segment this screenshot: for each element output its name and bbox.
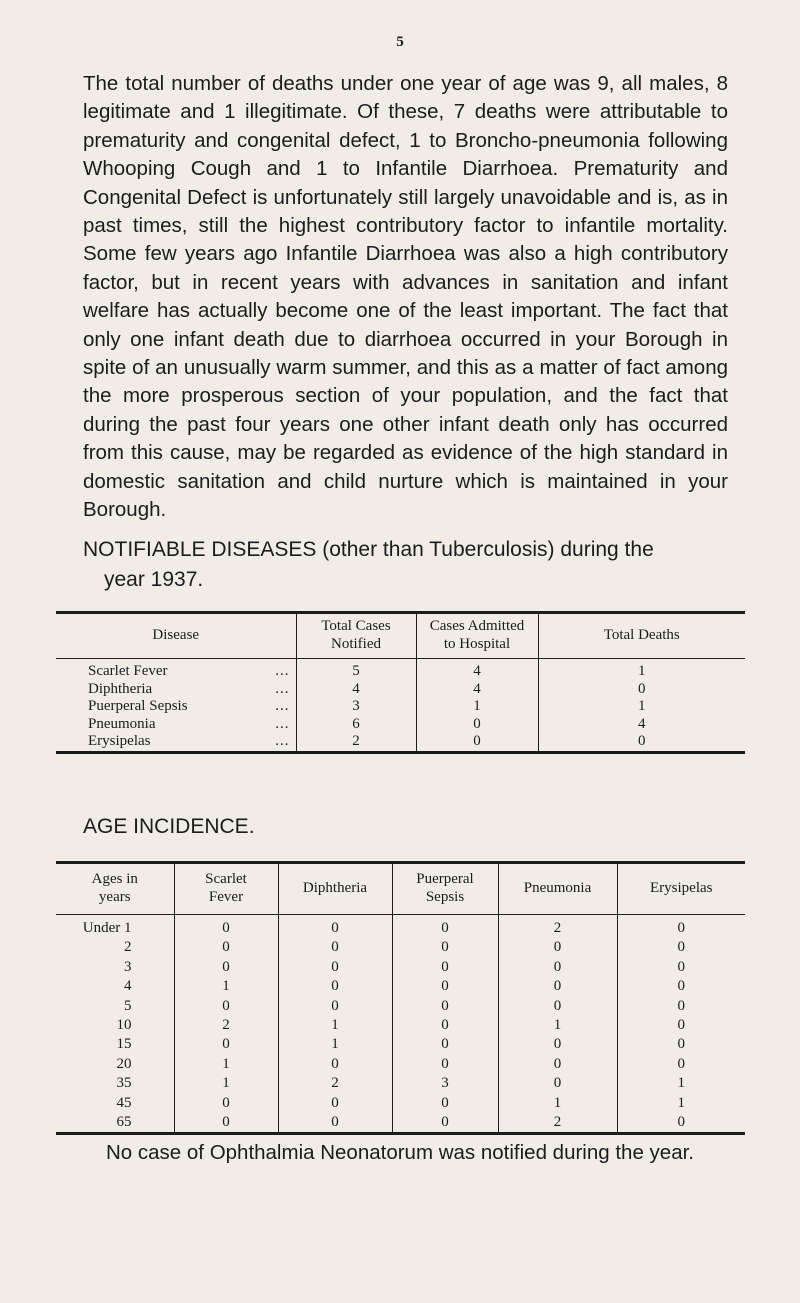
cell-erysipelas: 0 <box>617 997 745 1016</box>
header-total-deaths: Total Deaths <box>538 613 745 659</box>
table-row <box>56 1074 745 1093</box>
cell-age: Under 1 <box>82 920 132 936</box>
table-row <box>56 659 745 681</box>
cell-scarlet-fever: 0 <box>174 915 278 939</box>
table-row <box>56 1055 745 1074</box>
cell-puerperal-sepsis: 3 <box>392 1074 498 1093</box>
cell-age: 15 <box>116 1036 132 1053</box>
cell-puerperal-sepsis: 0 <box>392 1035 498 1054</box>
cell-age: 2 <box>124 939 132 956</box>
cell-notified <box>296 716 416 734</box>
table-header-row <box>56 613 745 659</box>
cell-age: 65 <box>116 1114 132 1131</box>
cell-scarlet-fever: 0 <box>174 1113 278 1134</box>
cell-pneumonia: 0 <box>498 977 617 996</box>
cell-diphtheria: 0 <box>278 1055 392 1074</box>
cell-age: 5 <box>124 997 132 1014</box>
table-row <box>56 1113 745 1134</box>
cell-pneumonia: 0 <box>498 1055 617 1074</box>
cell-age: 20 <box>116 1055 132 1072</box>
header-erysipelas: Erysipelas <box>617 863 745 915</box>
cell-notified <box>296 681 416 699</box>
cell-scarlet-fever: 2 <box>174 1016 278 1035</box>
cell-value: 1 <box>473 698 481 715</box>
header-cases-admitted: Cases Admitted to Hospital <box>416 613 538 659</box>
cell-pneumonia: 2 <box>498 915 617 939</box>
cell-puerperal-sepsis: 0 <box>392 977 498 996</box>
footer-note: No case of Ophthalmia Neonatorum was notified during the year. <box>106 1141 694 1164</box>
cell-value: 0 <box>638 733 646 750</box>
cell-admitted <box>416 698 538 716</box>
leader-dots: ... <box>275 680 290 697</box>
cell-erysipelas: 0 <box>617 1113 745 1134</box>
cell-erysipelas: 0 <box>617 1035 745 1054</box>
cell-value: 2 <box>352 733 360 750</box>
cell-pneumonia: 0 <box>498 997 617 1016</box>
cell-disease <box>56 698 296 716</box>
header-ages: Ages in years <box>56 863 174 915</box>
cell-erysipelas: 0 <box>617 1016 745 1035</box>
table-row <box>56 977 745 996</box>
cell-diphtheria: 0 <box>278 1113 392 1134</box>
cell-age: 4 <box>124 978 132 995</box>
cell-diphtheria: 2 <box>278 1074 392 1093</box>
table-row <box>56 733 745 752</box>
leader-dots: ... <box>275 733 290 750</box>
cell-age: 45 <box>116 1094 132 1111</box>
table-header-row <box>56 863 745 915</box>
cell-value: 1 <box>638 663 646 679</box>
cell-deaths <box>538 733 745 752</box>
cell-scarlet-fever: 0 <box>174 997 278 1016</box>
leader-dots: ... <box>275 715 290 732</box>
cell-puerperal-sepsis: 0 <box>392 915 498 939</box>
cell-scarlet-fever: 1 <box>174 1055 278 1074</box>
cell-diphtheria: 0 <box>278 958 392 977</box>
cell-puerperal-sepsis: 0 <box>392 958 498 977</box>
intro-paragraph: The total number of deaths under one year of age was 9, all males, 8 legitimate and 1 illegitimate. Of these, 7 deaths were attributable to prematurity and congenital defect, 1 to Broncho-pneumonia following Whooping Cough and 1 to Infantile Diarrhoea. Prematurity and Congenital Defect is unfortunately still largely unavoidable and is, as in past times, still the highest contributory factor to infantile mortality. Some few years ago Infantile Diarrhoea was also a high contributory factor, but in recent years with advances in sanitation and infant welfare has actually become one of the least important. The fact that only one infant death due to diarrhoea occurred in your Borough in spite of an unusually warm summer, and this as a matter of fact among the more prosperous section of your population, and the fact that during the past four years one other infant death only has occurred from this cause, may be regarded as evidence of the high standard in domestic sanitation and child nurture which is maintained in your Borough. <box>83 72 728 522</box>
table-row <box>56 1035 745 1054</box>
cell-puerperal-sepsis: 0 <box>392 1016 498 1035</box>
cell-pneumonia: 0 <box>498 938 617 957</box>
cell-deaths <box>538 716 745 734</box>
cell-pneumonia: 0 <box>498 958 617 977</box>
cell-erysipelas: 0 <box>617 938 745 957</box>
cell-value: 5 <box>352 663 360 679</box>
cell-puerperal-sepsis: 0 <box>392 997 498 1016</box>
cell-value: 0 <box>638 680 646 697</box>
age-incidence-table <box>56 861 745 1135</box>
cell-value: Erysipelas <box>88 733 151 750</box>
table-row <box>56 681 745 699</box>
header-total-cases-notified: Total Cases Notified <box>296 613 416 659</box>
notifiable-diseases-table <box>56 611 745 754</box>
table-row <box>56 1016 745 1035</box>
cell-admitted <box>416 716 538 734</box>
cell-erysipelas: 0 <box>617 958 745 977</box>
cell-notified <box>296 698 416 716</box>
cell-puerperal-sepsis: 0 <box>392 1113 498 1134</box>
page-number: 5 <box>396 34 404 50</box>
cell-value: Puerperal Sepsis <box>88 698 188 715</box>
cell-value: 4 <box>352 680 360 697</box>
header-puerperal-sepsis: Puerperal Sepsis <box>392 863 498 915</box>
cell-value: 6 <box>352 715 360 732</box>
cell-scarlet-fever: 1 <box>174 977 278 996</box>
cell-puerperal-sepsis: 0 <box>392 1055 498 1074</box>
cell-age: 10 <box>116 1017 132 1034</box>
notifiable-heading-line2: year 1937. <box>104 568 204 591</box>
cell-pneumonia: 1 <box>498 1094 617 1113</box>
cell-pneumonia: 2 <box>498 1113 617 1134</box>
cell-value: 0 <box>473 715 481 732</box>
cell-puerperal-sepsis: 0 <box>392 1094 498 1113</box>
cell-notified <box>296 733 416 752</box>
cell-value: 0 <box>473 733 481 750</box>
cell-deaths <box>538 698 745 716</box>
table-row <box>56 915 745 939</box>
cell-puerperal-sepsis: 0 <box>392 938 498 957</box>
cell-value: Diphtheria <box>88 680 153 697</box>
cell-pneumonia: 0 <box>498 1074 617 1093</box>
cell-deaths <box>538 659 745 681</box>
cell-scarlet-fever: 0 <box>174 1094 278 1113</box>
cell-admitted <box>416 681 538 699</box>
leader-dots: ... <box>275 663 290 679</box>
cell-scarlet-fever: 0 <box>174 958 278 977</box>
cell-erysipelas: 0 <box>617 1055 745 1074</box>
notifiable-heading-line1: NOTIFIABLE DISEASES (other than Tuberculosis) during the <box>83 538 654 561</box>
cell-diphtheria: 1 <box>278 1016 392 1035</box>
cell-diphtheria: 0 <box>278 997 392 1016</box>
header-scarlet-fever: Scarlet Fever <box>174 863 278 915</box>
cell-erysipelas: 0 <box>617 977 745 996</box>
cell-scarlet-fever: 0 <box>174 938 278 957</box>
cell-pneumonia: 1 <box>498 1016 617 1035</box>
cell-disease <box>56 681 296 699</box>
table-row <box>56 1094 745 1113</box>
table-row <box>56 716 745 734</box>
cell-pneumonia: 0 <box>498 1035 617 1054</box>
cell-value: Pneumonia <box>88 715 156 732</box>
cell-erysipelas: 0 <box>617 915 745 939</box>
cell-diphtheria: 0 <box>278 1094 392 1113</box>
cell-diphtheria: 1 <box>278 1035 392 1054</box>
cell-value: 3 <box>352 698 360 715</box>
cell-admitted <box>416 659 538 681</box>
cell-value: 4 <box>473 680 481 697</box>
table-row <box>56 698 745 716</box>
table-row <box>56 997 745 1016</box>
cell-diphtheria: 0 <box>278 977 392 996</box>
cell-diphtheria: 0 <box>278 915 392 939</box>
age-incidence-heading: AGE INCIDENCE. <box>83 815 255 838</box>
cell-age: 3 <box>124 958 132 975</box>
notifiable-diseases-heading <box>83 535 733 595</box>
cell-scarlet-fever: 1 <box>174 1074 278 1093</box>
cell-scarlet-fever: 0 <box>174 1035 278 1054</box>
cell-erysipelas: 1 <box>617 1094 745 1113</box>
cell-value: 4 <box>638 715 646 732</box>
header-diphtheria: Diphtheria <box>278 863 392 915</box>
table-row <box>56 958 745 977</box>
cell-disease <box>56 733 296 752</box>
cell-value: 1 <box>638 698 646 715</box>
table-row <box>56 938 745 957</box>
cell-value: Scarlet Fever <box>88 663 168 679</box>
header-disease: Disease <box>56 613 296 659</box>
leader-dots: ... <box>275 698 290 715</box>
cell-notified <box>296 659 416 681</box>
cell-diphtheria: 0 <box>278 938 392 957</box>
cell-admitted <box>416 733 538 752</box>
cell-deaths <box>538 681 745 699</box>
header-pneumonia: Pneumonia <box>498 863 617 915</box>
cell-disease <box>56 716 296 734</box>
cell-value: 4 <box>473 663 481 679</box>
cell-age: 35 <box>116 1075 132 1092</box>
cell-erysipelas: 1 <box>617 1074 745 1093</box>
cell-disease <box>56 659 296 681</box>
